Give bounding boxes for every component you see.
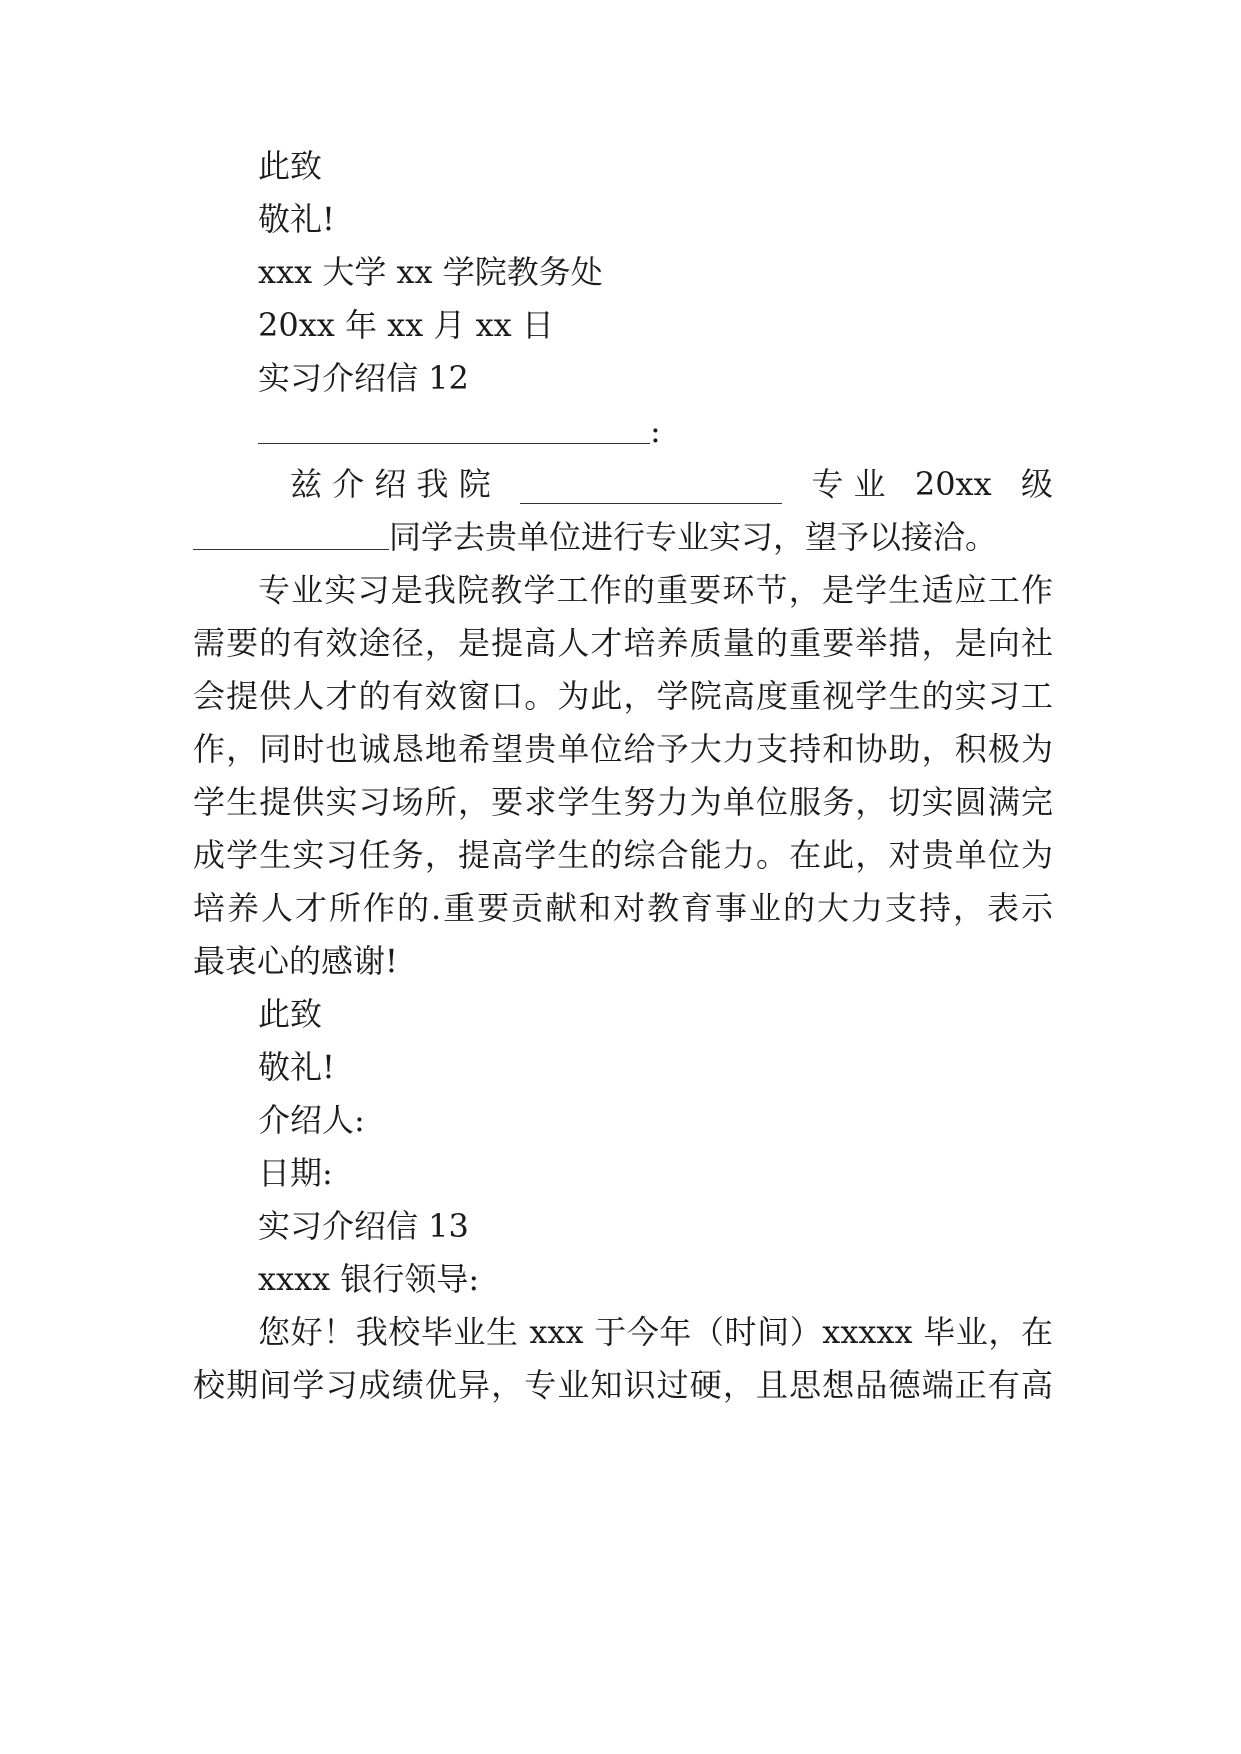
- addressee-colon: :: [650, 412, 661, 450]
- letter-12-body-line: 成学生实习任务，提高学生的综合能力。在此，对贵单位为: [193, 836, 1053, 874]
- letter-12-body-line: 最衷心的感谢!: [193, 942, 398, 980]
- addressee-blank: [258, 415, 650, 444]
- letter-12-body-line: 专业实习是我院教学工作的重要环节，是学生适应工作: [258, 571, 1053, 609]
- major-blank: [520, 475, 782, 504]
- intro-major: 专 业: [811, 465, 886, 503]
- closing-date: 20xx 年 xx 月 xx 日: [258, 306, 554, 344]
- letter-12-intro-line-2: [193, 517, 1053, 557]
- letter-13-body-line: 您好！我校毕业生 xxx 于今年（时间）xxxxx 毕业，在: [258, 1313, 1053, 1351]
- letter-12-jing-li: 敬礼!: [258, 1048, 335, 1086]
- letter-13-title: 实习介绍信 13: [258, 1207, 469, 1245]
- letter-12-ci-zhi: 此致: [258, 995, 323, 1033]
- letter-13-addressee: xxxx 银行领导:: [258, 1260, 480, 1298]
- letter-12-title: 实习介绍信 12: [258, 359, 469, 397]
- letter-12-intro-line-1: [290, 464, 1053, 504]
- letter-12-body-line: 培养人才所作的.重要贡献和对教育事业的大力支持，表示: [193, 889, 1053, 927]
- intro-year: 20xx: [914, 465, 992, 503]
- letter-12-body-line: 作，同时也诚恳地希望贵单位给予大力支持和协助，积极为: [193, 730, 1053, 768]
- letter-12-introducer: 介绍人:: [258, 1101, 365, 1139]
- closing-signer: xxx 大学 xx 学院教务处: [258, 253, 603, 291]
- closing-ci-zhi: 此致: [258, 147, 323, 185]
- letter-12-date: 日期:: [258, 1154, 333, 1192]
- letter-12-addressee-line: [258, 411, 1053, 451]
- letter-12-body-line: 需要的有效途径，是提高人才培养质量的重要举措，是向社: [193, 624, 1053, 662]
- intro-grade: 级: [1020, 465, 1053, 503]
- letter-12-body-line: 会提供人才的有效窗口。为此，学院高度重视学生的实习工: [193, 677, 1053, 715]
- letter-13-body-line: 校期间学习成绩优异，专业知识过硬，且思想品德端正有高: [193, 1366, 1053, 1404]
- intro-prefix: 兹 介 绍 我 院: [290, 465, 491, 503]
- intro-line-2-text: 同学去贵单位进行专业实习，望予以接洽。: [389, 518, 998, 556]
- closing-jing-li: 敬礼!: [258, 200, 335, 238]
- student-name-blank: [193, 521, 389, 550]
- letter-12-body-line: 学生提供实习场所，要求学生努力为单位服务，切实圆满完: [193, 783, 1053, 821]
